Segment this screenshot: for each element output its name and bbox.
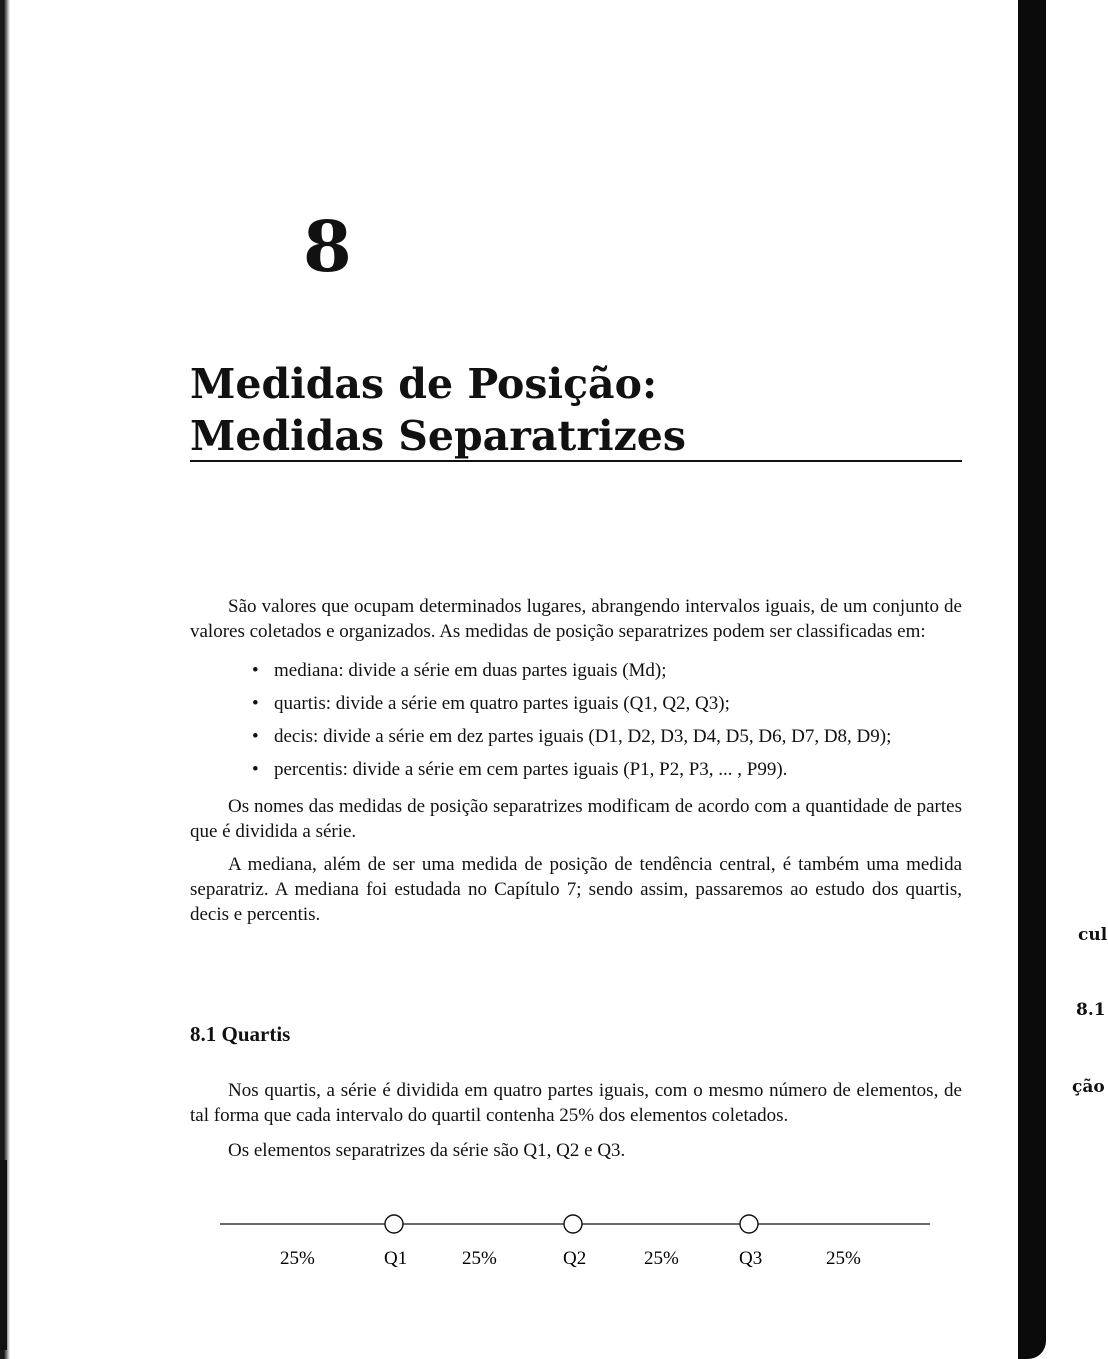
- marker-label: Q2: [563, 1248, 587, 1269]
- segment-label: 25%: [280, 1248, 315, 1269]
- quartis-paragraph: Nos quartis, a série é dividida em quatro partes iguais, com o mesmo número de elementos, de tal forma que cada intervalo do quartil contenha 25% dos elementos coletados.: [190, 1080, 962, 1126]
- quartis-paragraph-2: Os elementos separatrizes da série são Q1, Q2 e Q3.: [228, 1140, 626, 1161]
- quartile-marker: [740, 1215, 758, 1233]
- chapter-title: [190, 358, 686, 462]
- marker-label: Q3: [739, 1248, 763, 1269]
- list-item: • mediana: divide a série em duas partes iguais (Md);: [190, 654, 962, 687]
- intro-paragraph-3: A mediana, além de ser uma medida de posição de tendência central, é também uma medida separatriz. A mediana foi estudada no Capítulo 7; sendo assim, passaremos ao estudo dos quartis, decis e percentis.: [190, 854, 962, 925]
- margin-fragment: ção: [1072, 1077, 1105, 1097]
- segment-label: 25%: [644, 1248, 679, 1269]
- intro-paragraph-2: Os nomes das medidas de posição separatrizes modificam de acordo com a quantidade de partes que é dividida a série.: [190, 796, 962, 842]
- segment-label: 25%: [826, 1248, 861, 1269]
- section-heading: 8.1 Quartis: [190, 1022, 291, 1046]
- segment-label: 25%: [462, 1248, 497, 1269]
- list-item: • decis: divide a série em dez partes iguais (D1, D2, D3, D4, D5, D6, D7, D8, D9);: [190, 720, 962, 753]
- quartile-diagram: [220, 1212, 932, 1282]
- scan-binding-shadow: [1018, 0, 1046, 1359]
- chapter-number: 8: [303, 205, 352, 288]
- quartile-marker: [564, 1215, 582, 1233]
- marker-label: Q1: [384, 1248, 408, 1269]
- quartile-marker: [385, 1215, 403, 1233]
- intro-section: [190, 594, 962, 927]
- intro-paragraph: São valores que ocupam determinados lugares, abrangendo intervalos iguais, de um conjunto de valores coletados e organizados. As medidas de posição separatrizes podem ser classificadas em:: [190, 596, 962, 642]
- chapter-title-line2: Medidas Separatrizes: [190, 412, 686, 460]
- scan-left-edge: [0, 0, 10, 1359]
- separatrix-list: [190, 654, 962, 786]
- title-rule: [190, 460, 962, 462]
- margin-fragment: cul: [1078, 925, 1108, 945]
- margin-fragment: 8.1: [1076, 1000, 1106, 1020]
- scan-left-edge-lower: [0, 1160, 7, 1350]
- list-item: • percentis: divide a série em cem partes iguais (P1, P2, P3, ... , P99).: [190, 753, 962, 786]
- list-item: • quartis: divide a série em quatro partes iguais (Q1, Q2, Q3);: [190, 687, 962, 720]
- chapter-title-line1: Medidas de Posição:: [190, 360, 658, 408]
- quartis-section: [190, 1078, 962, 1163]
